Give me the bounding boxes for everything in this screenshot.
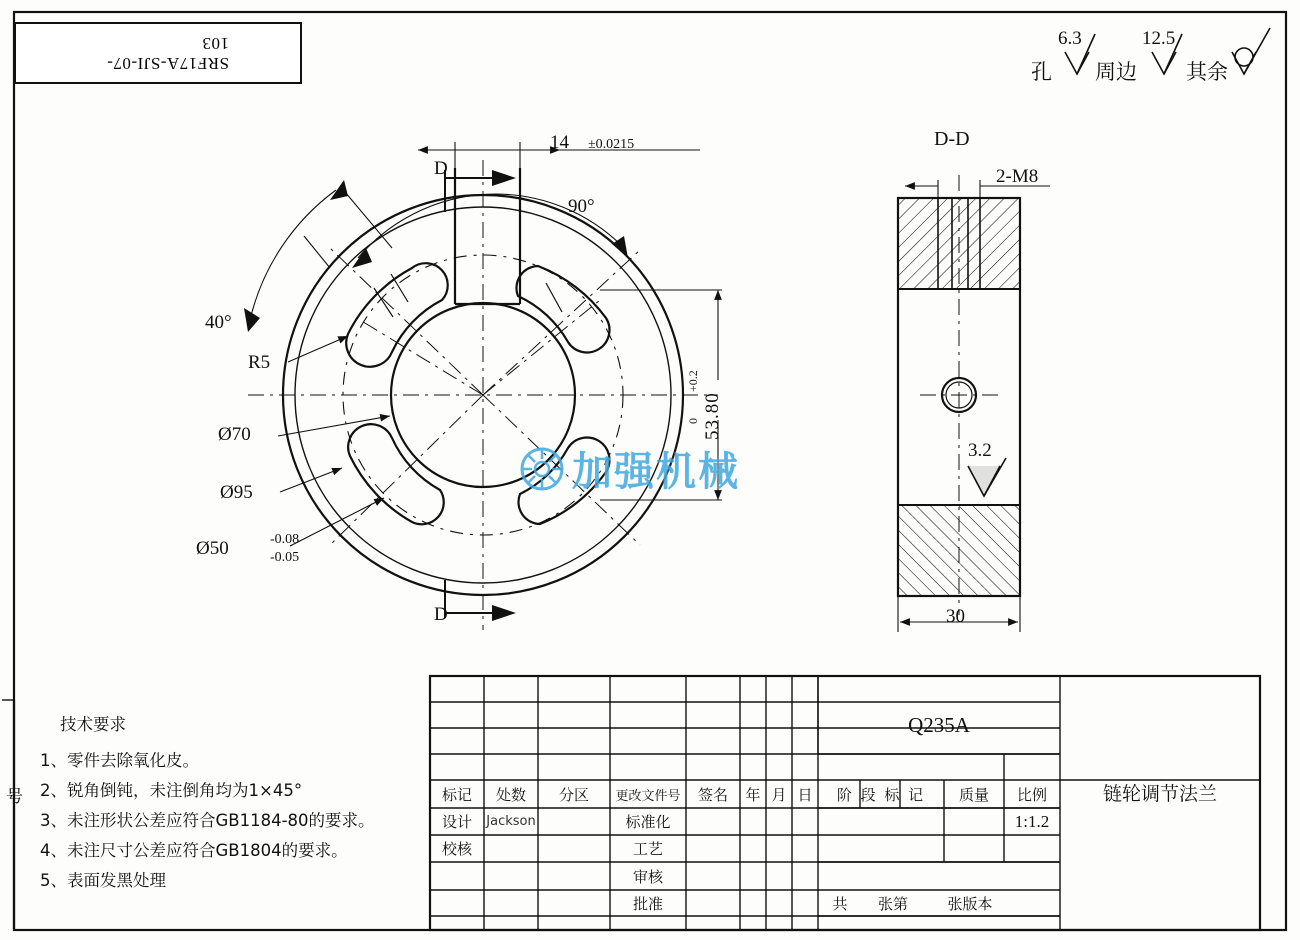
surface-edge-value: 12.5 [1142,28,1176,49]
dim-dia70: Ø70 [218,424,251,445]
dim-dia50-tol-upper: -0.08 [270,532,300,547]
stage-header-scale: 比例 [1016,785,1047,804]
dim-dia95: Ø95 [220,482,253,503]
section-dim-30: 30 [946,606,965,627]
dim-53-80-tol-upper: +0.2 [686,370,700,392]
surface-hole-label: 孔 [1031,60,1052,84]
part-name: 链轮调节法兰 [1102,782,1217,805]
sheet-note-total: 共 [832,894,848,913]
surface-rest-label: 其余 [1186,60,1228,84]
rev-header-sign: 签名 [697,785,728,804]
checker-signature [484,835,538,862]
dim-53-80-tol-lower: 0 [686,418,700,424]
technical-requirements-title: 技术要求 [60,715,126,734]
rev-header-day: 日 [797,785,813,804]
angle-40: 40° [205,312,232,333]
left-margin-label: 号 [6,787,23,807]
rev-header-mark: 标记 [441,785,472,804]
role-standardization: 标准化 [625,813,671,831]
rev-header-docno: 更改文件号 [615,788,681,804]
role-approve: 批准 [632,894,663,913]
section-thread-label: 2-M8 [996,166,1039,187]
surface-edge-label: 周边 [1095,60,1137,84]
role-check: 校核 [441,840,472,858]
section-mark-top: D [434,158,448,179]
designer-signature: Jackson [486,814,536,829]
dim-r5: R5 [248,352,271,373]
dim-14: 14 [550,132,569,153]
drawing-number-box [14,22,302,84]
section-mark-bottom: D [434,604,448,625]
watermark-text: 加强机械 [572,449,740,495]
dim-53-80: 53.80 [702,392,723,440]
tech-req-item-3: 3、未注形状公差应符合GB1184-80的要求。 [40,811,375,830]
sheet-note-index: 张第 [877,894,908,913]
material-value: Q235A [908,712,970,737]
rev-header-qty: 处数 [495,785,526,804]
rev-header-zone: 分区 [558,785,589,804]
title-block [430,676,1260,938]
drawing-number: SRF17A-SJI-07-103 [106,34,229,73]
dim-14-tolerance: ±0.0215 [588,137,635,152]
tech-req-item-2: 2、锐角倒钝，未注倒角均为1×45° [40,781,303,800]
angle-90: 90° [568,196,595,217]
section-view-title: D-D [934,128,970,150]
role-review: 审核 [632,867,663,886]
tech-req-item-5: 5、表面发黑处理 [40,871,166,890]
section-roughness: 3.2 [968,440,992,461]
rev-header-month: 月 [771,785,787,804]
tech-req-item-4: 4、未注尺寸公差应符合GB1804的要求。 [40,841,348,860]
sheet-note-version: 张版本 [947,894,993,913]
stage-header-quality: 质量 [958,785,989,804]
scale-value: 1:1.2 [1014,812,1050,831]
role-design: 设计 [441,813,472,831]
role-process: 工艺 [632,840,663,858]
surface-hole-value: 6.3 [1058,28,1082,49]
stage-header-mark: 阶 段 标 记 [836,785,926,804]
dim-dia50-tol-lower: -0.05 [270,550,300,565]
dim-dia50: Ø50 [196,538,229,559]
tech-req-item-1: 1、零件去除氧化皮。 [40,751,199,770]
technical-requirements [40,710,375,896]
rev-header-year: 年 [745,785,761,804]
